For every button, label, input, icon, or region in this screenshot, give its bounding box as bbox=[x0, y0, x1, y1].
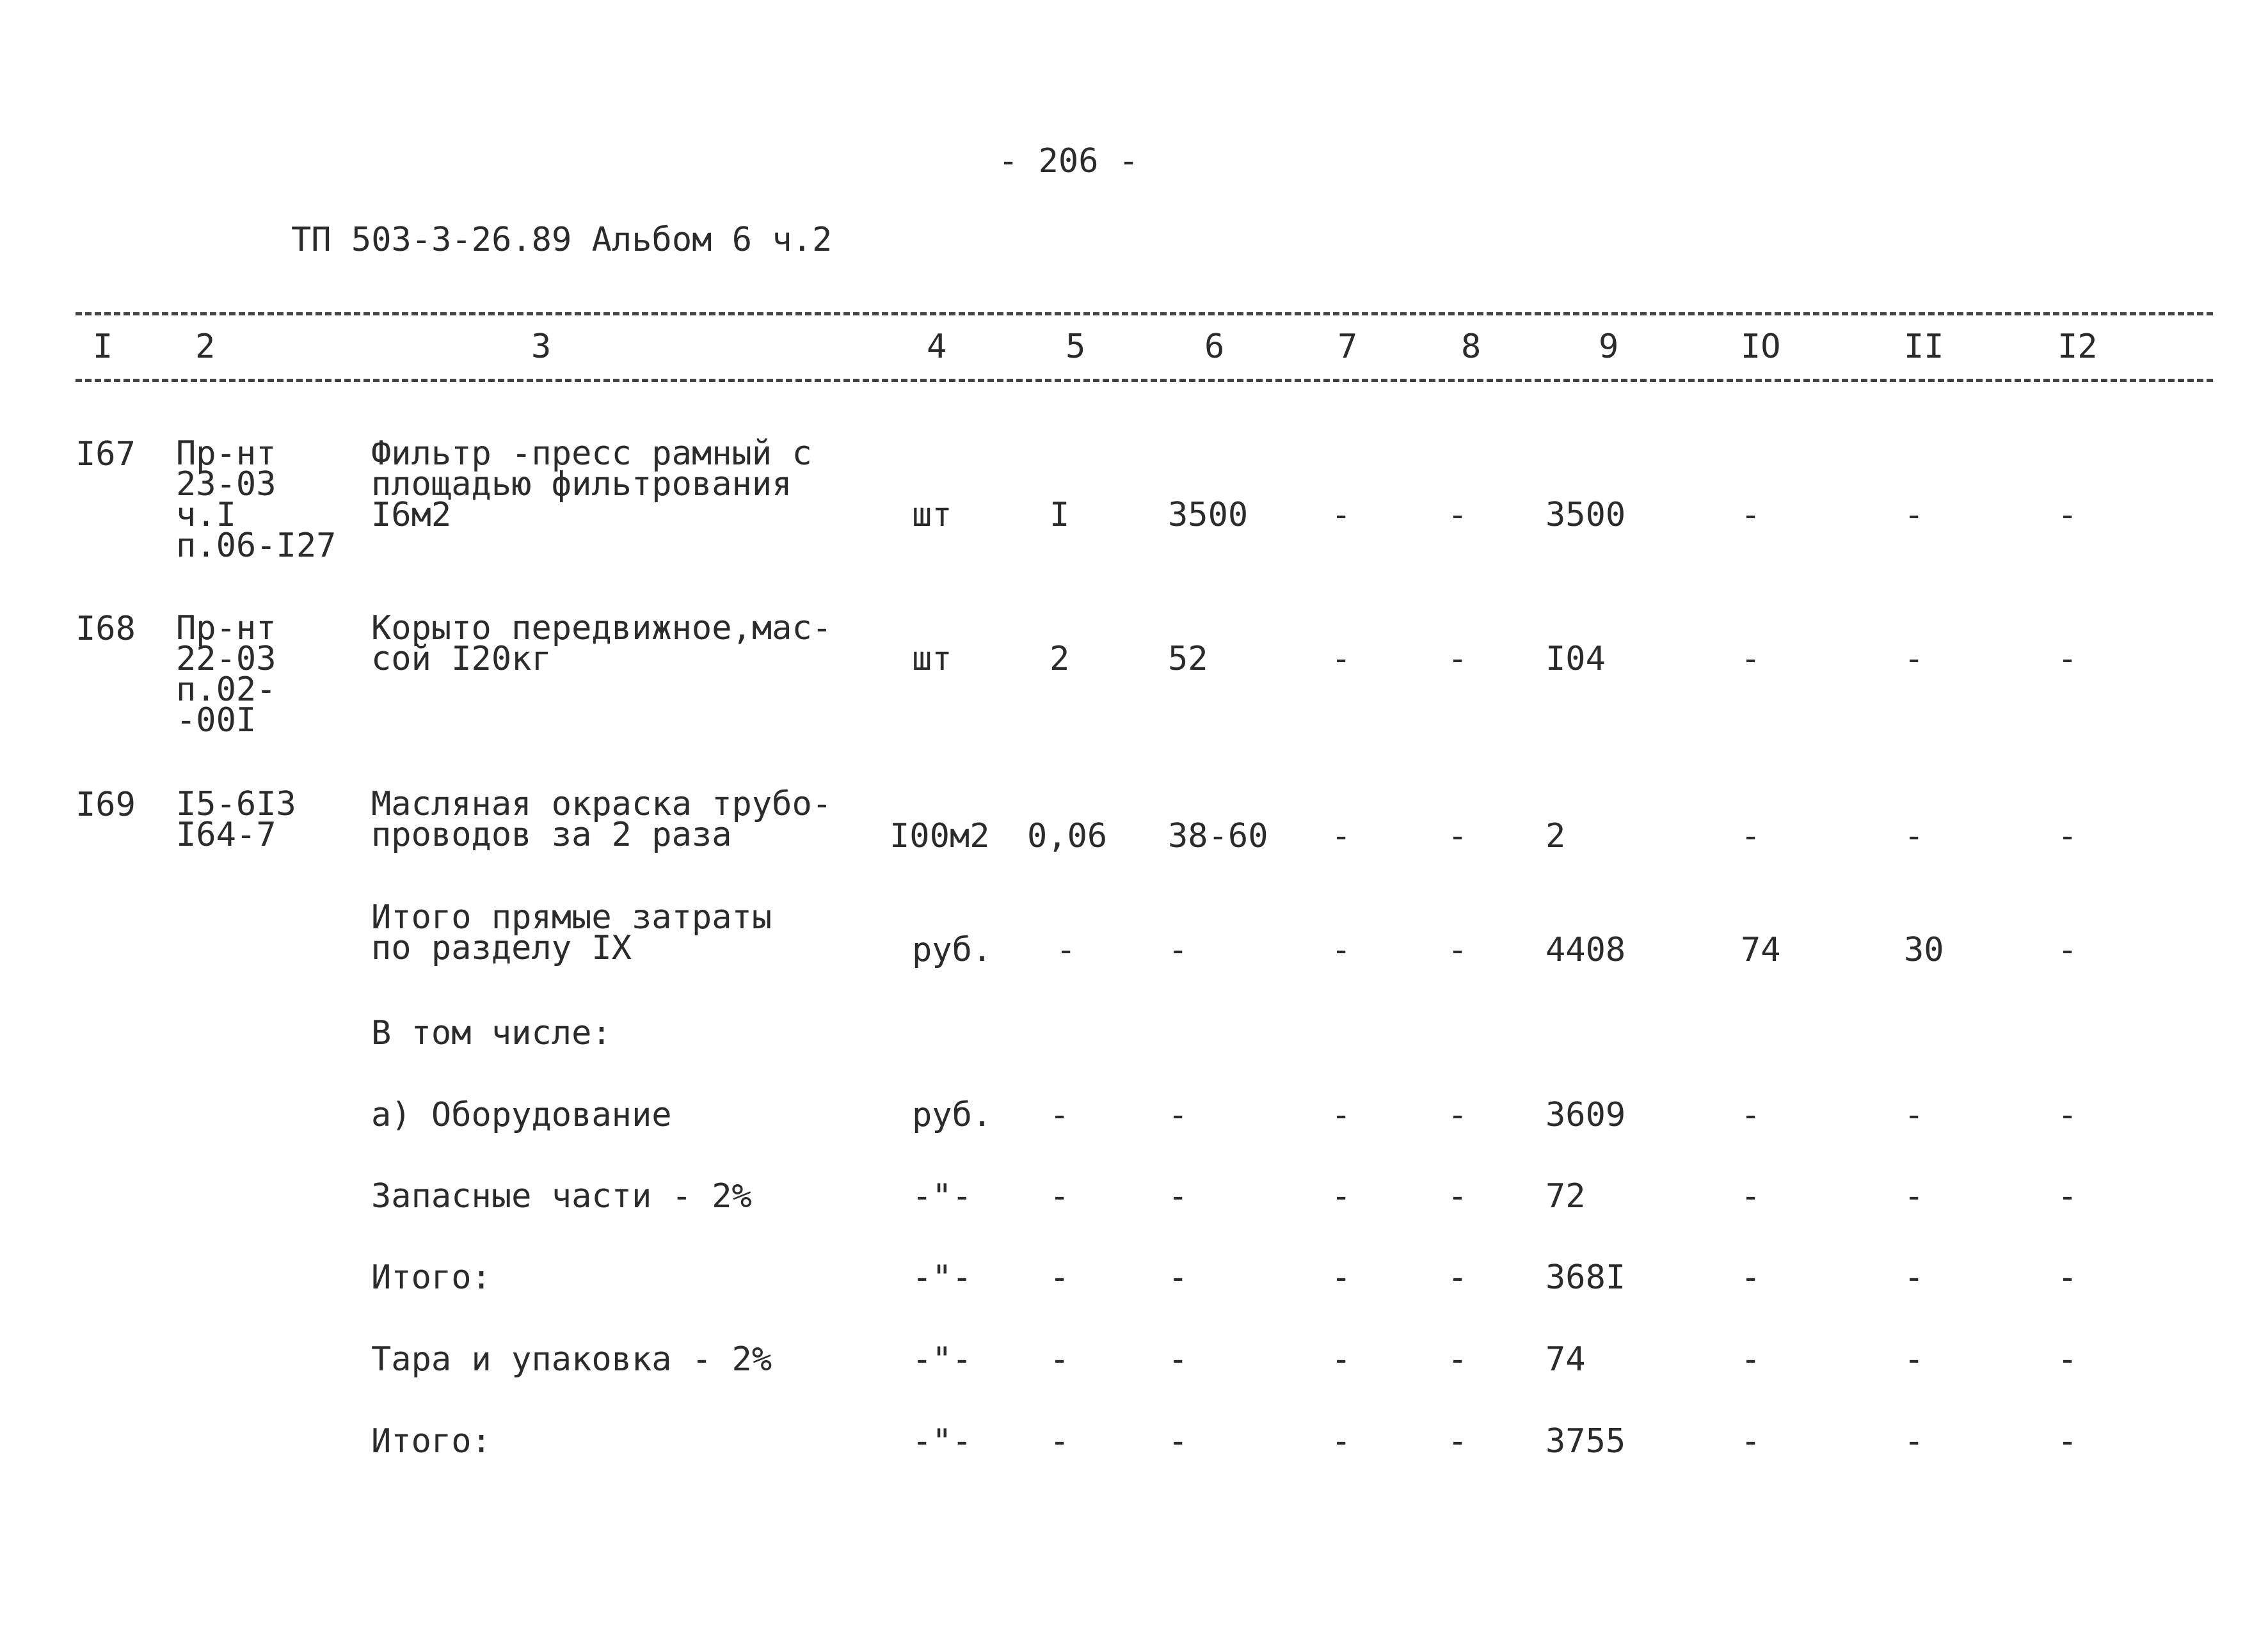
row-3-col-9: 4408 bbox=[1545, 931, 1626, 969]
row-0-col-12: - bbox=[2057, 496, 2078, 534]
row-6-col-4: -"- bbox=[912, 1177, 972, 1216]
row-5-col-3: а) Оборудование bbox=[371, 1096, 672, 1134]
row-0-col-9: 3500 bbox=[1545, 496, 1626, 534]
row-6-col-3: Запасные части - 2% bbox=[371, 1177, 752, 1216]
row-2-col-12: - bbox=[2057, 817, 2078, 855]
row-9-col-7: - bbox=[1331, 1422, 1352, 1461]
row-2-col-4: I00м2 bbox=[890, 817, 990, 855]
row-3-col-10: 74 bbox=[1741, 931, 1781, 969]
row-9-col-11: - bbox=[1904, 1422, 1924, 1461]
row-8-col-6: - bbox=[1168, 1340, 1188, 1379]
row-2-col-5: 0,06 bbox=[1027, 817, 1108, 855]
col-header-2: 2 bbox=[195, 328, 216, 366]
row-7-col-6: - bbox=[1168, 1258, 1188, 1297]
row-1-col-5: 2 bbox=[1050, 640, 1070, 678]
row-1-col-6: 52 bbox=[1168, 640, 1208, 678]
row-2-col-2: I5-6I3 I64-7 bbox=[176, 785, 296, 854]
row-1-col-2: Пр-нт 22-03 п.02- -00I bbox=[176, 609, 276, 740]
row-1-col-9: I04 bbox=[1545, 640, 1606, 678]
col-header-7: 7 bbox=[1338, 328, 1358, 366]
row-3-col-11: 30 bbox=[1904, 931, 1944, 969]
row-9-col-12: - bbox=[2057, 1422, 2078, 1461]
row-2-col-8: - bbox=[1448, 817, 1468, 855]
table-top-rule bbox=[76, 312, 2213, 315]
row-2-col-11: - bbox=[1904, 817, 1924, 855]
row-1-col-10: - bbox=[1741, 640, 1761, 678]
col-header-12: I2 bbox=[2057, 328, 2098, 366]
row-2-col-3: Масляная окраска трубо- проводов за 2 раза bbox=[371, 785, 833, 854]
row-3-col-5: - bbox=[1056, 931, 1076, 969]
col-header-9: 9 bbox=[1599, 328, 1619, 366]
row-7-col-10: - bbox=[1741, 1258, 1761, 1297]
row-3-col-4: руб. bbox=[912, 931, 993, 969]
row-5-col-7: - bbox=[1331, 1096, 1352, 1134]
row-9-col-3: Итого: bbox=[371, 1422, 491, 1461]
row-0-col-4: шт bbox=[912, 496, 952, 534]
row-7-col-11: - bbox=[1904, 1258, 1924, 1297]
row-5-col-11: - bbox=[1904, 1096, 1924, 1134]
row-8-col-7: - bbox=[1331, 1340, 1352, 1379]
row-6-col-12: - bbox=[2057, 1177, 2078, 1216]
row-1-col-7: - bbox=[1331, 640, 1352, 678]
row-6-col-9: 72 bbox=[1545, 1177, 1586, 1216]
col-header-3: 3 bbox=[531, 328, 552, 366]
document-header: ТП 503-3-26.89 Альбом 6 ч.2 bbox=[291, 221, 833, 259]
col-header-5: 5 bbox=[1066, 328, 1086, 366]
row-4-col-3: В том числе: bbox=[371, 1014, 612, 1052]
row-1-col-4: шт bbox=[912, 640, 952, 678]
row-7-col-3: Итого: bbox=[371, 1258, 491, 1297]
row-5-col-10: - bbox=[1741, 1096, 1761, 1134]
row-7-col-8: - bbox=[1448, 1258, 1468, 1297]
row-3-col-3: Итого прямые затраты по разделу IX bbox=[371, 898, 772, 967]
row-6-col-5: - bbox=[1050, 1177, 1070, 1216]
row-8-col-11: - bbox=[1904, 1340, 1924, 1379]
row-1-col-8: - bbox=[1448, 640, 1468, 678]
row-0-col-8: - bbox=[1448, 496, 1468, 534]
row-8-col-4: -"- bbox=[912, 1340, 972, 1379]
row-2-col-7: - bbox=[1331, 817, 1352, 855]
row-6-col-10: - bbox=[1741, 1177, 1761, 1216]
row-0-col-10: - bbox=[1741, 496, 1761, 534]
row-6-col-7: - bbox=[1331, 1177, 1352, 1216]
row-1-col-12: - bbox=[2057, 640, 2078, 678]
row-0-col-3: Фильтр -пресс рамный с площадью фильтрования I6м2 bbox=[371, 434, 812, 534]
row-7-col-12: - bbox=[2057, 1258, 2078, 1297]
row-9-col-4: -"- bbox=[912, 1422, 972, 1461]
row-0-col-7: - bbox=[1331, 496, 1352, 534]
row-8-col-8: - bbox=[1448, 1340, 1468, 1379]
row-7-col-9: 368I bbox=[1545, 1258, 1626, 1297]
row-8-col-5: - bbox=[1050, 1340, 1070, 1379]
row-5-col-6: - bbox=[1168, 1096, 1188, 1134]
row-9-col-10: - bbox=[1741, 1422, 1761, 1461]
row-0-col-5: I bbox=[1050, 496, 1070, 534]
row-9-col-6: - bbox=[1168, 1422, 1188, 1461]
row-6-col-11: - bbox=[1904, 1177, 1924, 1216]
row-0-col-6: 3500 bbox=[1168, 496, 1249, 534]
col-header-11: II bbox=[1904, 328, 1944, 366]
col-header-6: 6 bbox=[1204, 328, 1225, 366]
row-9-col-5: - bbox=[1050, 1422, 1070, 1461]
row-3-col-7: - bbox=[1331, 931, 1352, 969]
row-3-col-12: - bbox=[2057, 931, 2078, 969]
row-5-col-4: руб. bbox=[912, 1096, 993, 1134]
row-1-col-3: Корыто передвижное,мас- сой I20кг bbox=[371, 609, 833, 678]
row-9-col-8: - bbox=[1448, 1422, 1468, 1461]
row-6-col-8: - bbox=[1448, 1177, 1468, 1216]
row-1-col-11: - bbox=[1904, 640, 1924, 678]
row-2-col-9: 2 bbox=[1545, 817, 1566, 855]
row-2-col-1: I69 bbox=[76, 786, 136, 824]
row-7-col-4: -"- bbox=[912, 1258, 972, 1297]
col-header-4: 4 bbox=[927, 328, 947, 366]
page-number: - 206 - bbox=[998, 142, 1139, 180]
col-header-10: IO bbox=[1741, 328, 1781, 366]
table-header-rule bbox=[76, 379, 2213, 382]
row-7-col-7: - bbox=[1331, 1258, 1352, 1297]
col-header-1: I bbox=[93, 328, 113, 366]
row-8-col-10: - bbox=[1741, 1340, 1761, 1379]
row-5-col-9: 3609 bbox=[1545, 1096, 1626, 1134]
row-9-col-9: 3755 bbox=[1545, 1422, 1626, 1461]
row-0-col-2: Пр-нт 23-03 ч.I п.06-I27 bbox=[176, 434, 337, 565]
row-6-col-6: - bbox=[1168, 1177, 1188, 1216]
row-0-col-11: - bbox=[1904, 496, 1924, 534]
row-3-col-8: - bbox=[1448, 931, 1468, 969]
row-2-col-6: 38-60 bbox=[1168, 817, 1268, 855]
row-5-col-5: - bbox=[1050, 1096, 1070, 1134]
row-7-col-5: - bbox=[1050, 1258, 1070, 1297]
row-8-col-9: 74 bbox=[1545, 1340, 1586, 1379]
col-header-8: 8 bbox=[1461, 328, 1481, 366]
row-2-col-10: - bbox=[1741, 817, 1761, 855]
row-8-col-3: Тара и упаковка - 2% bbox=[371, 1340, 772, 1379]
row-5-col-8: - bbox=[1448, 1096, 1468, 1134]
row-5-col-12: - bbox=[2057, 1096, 2078, 1134]
row-8-col-12: - bbox=[2057, 1340, 2078, 1379]
row-0-col-1: I67 bbox=[76, 435, 136, 473]
row-1-col-1: I68 bbox=[76, 610, 136, 648]
row-3-col-6: - bbox=[1168, 931, 1188, 969]
